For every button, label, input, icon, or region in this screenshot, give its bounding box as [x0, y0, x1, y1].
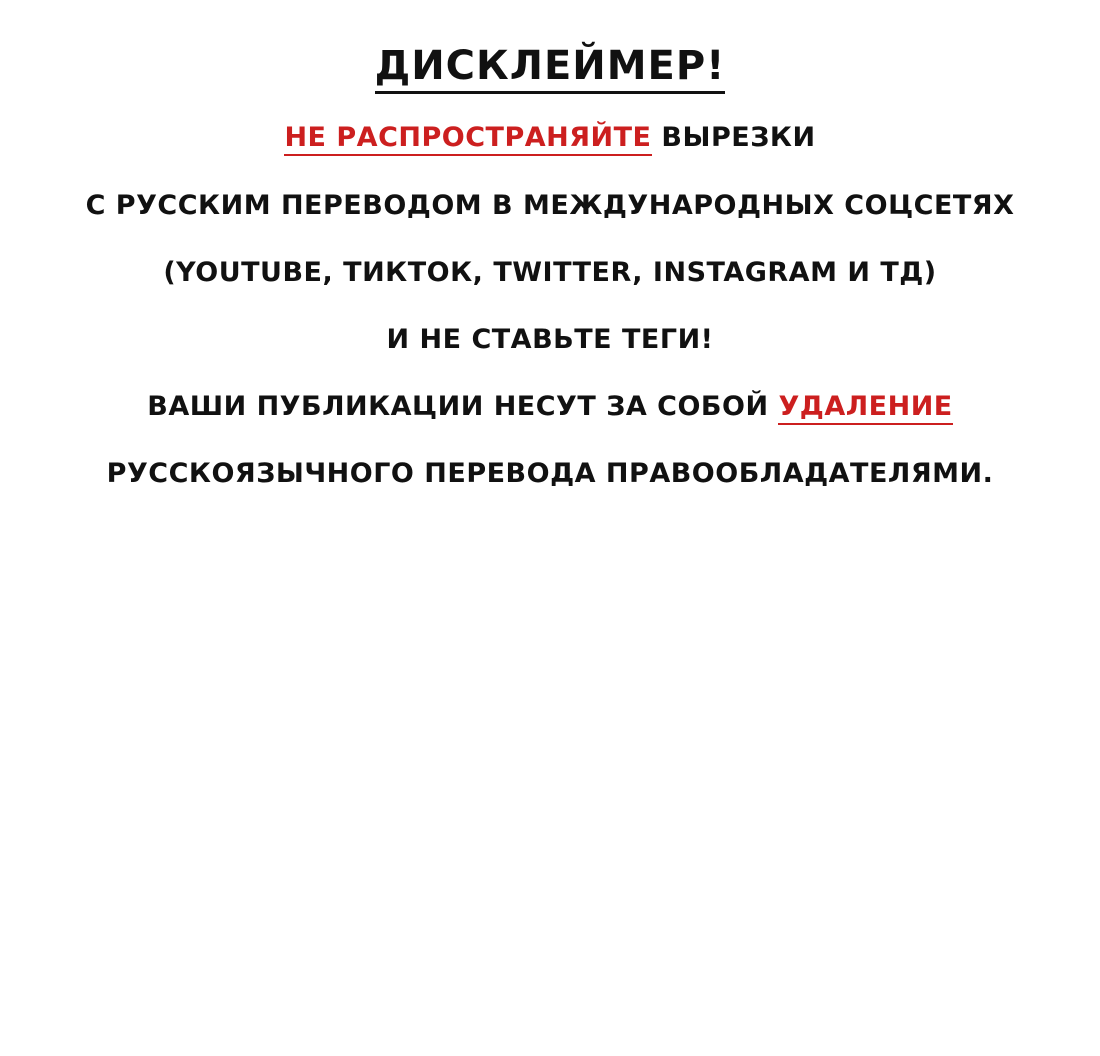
- line-5-text: ВАШИ ПУБЛИКАЦИИ НЕСУТ ЗА СОБОЙ: [147, 391, 779, 422]
- disclaimer-line-2: С РУССКИМ ПЕРЕВОДОМ В МЕЖДУНАРОДНЫХ СОЦСЕТЯХ: [85, 190, 1015, 221]
- disclaimer-line-4: И НЕ СТАВЬТЕ ТЕГИ!: [386, 324, 714, 355]
- highlight-do-not-distribute: НЕ РАСПРОСТРАНЯЙТЕ: [284, 122, 651, 156]
- highlight-removal: УДАЛЕНИЕ: [778, 391, 952, 425]
- line-1-rest: ВЫРЕЗКИ: [651, 122, 816, 153]
- disclaimer-title: [0, 40, 1100, 92]
- disclaimer-line-5: [0, 389, 1100, 425]
- disclaimer-line-3: (YOUTUBE, ТИКТОК, TWITTER, INSTAGRAM И ТД): [163, 257, 937, 288]
- disclaimer-line-6: РУССКОЯЗЫЧНОГО ПЕРЕВОДА ПРАВООБЛАДАТЕЛЯМИ.: [106, 458, 994, 489]
- disclaimer-line-1: [0, 120, 1100, 156]
- disclaimer-title-text: ДИСКЛЕЙМЕР!: [375, 43, 726, 94]
